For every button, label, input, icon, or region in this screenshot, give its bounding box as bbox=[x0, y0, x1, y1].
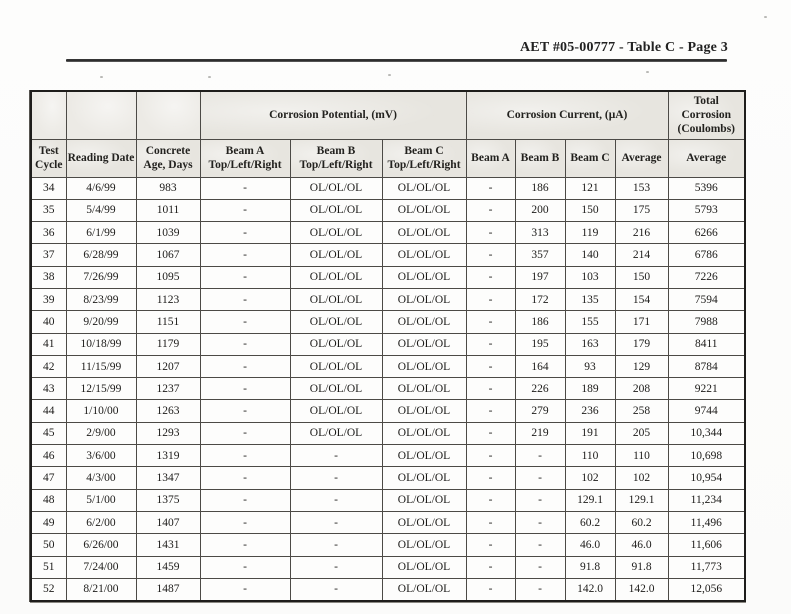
table-cell: 51 bbox=[31, 556, 66, 578]
table-cell: OL/OL/OL bbox=[382, 311, 466, 333]
table-cell: 6/26/00 bbox=[66, 534, 136, 556]
table-cell: - bbox=[200, 534, 290, 556]
column-header-concrete-age: Concrete Age, Days bbox=[136, 139, 200, 177]
table-cell: 1431 bbox=[136, 534, 200, 556]
table-cell: 1375 bbox=[136, 489, 200, 511]
table-cell: 5/1/00 bbox=[66, 489, 136, 511]
table-cell: OL/OL/OL bbox=[290, 422, 382, 444]
table-row bbox=[31, 244, 745, 266]
table-cell: OL/OL/OL bbox=[290, 266, 382, 288]
table-cell: - bbox=[466, 199, 515, 221]
column-header-total-average: Average bbox=[668, 139, 745, 177]
table-row bbox=[31, 288, 745, 310]
table-cell: - bbox=[290, 489, 382, 511]
table-row bbox=[31, 556, 745, 578]
table-cell: 1095 bbox=[136, 266, 200, 288]
table-cell: OL/OL/OL bbox=[382, 355, 466, 377]
table-cell: - bbox=[466, 355, 515, 377]
table-cell: 47 bbox=[31, 467, 66, 489]
table-cell: 135 bbox=[565, 288, 615, 310]
table-cell: 357 bbox=[515, 244, 565, 266]
table-cell: 1151 bbox=[136, 311, 200, 333]
table-cell: 9221 bbox=[668, 378, 745, 400]
table-cell: - bbox=[200, 177, 290, 199]
page-header-reference: AET #05-00777 - Table C - Page 3 bbox=[520, 40, 728, 55]
table-cell: 6786 bbox=[668, 244, 745, 266]
table-cell: - bbox=[466, 467, 515, 489]
table-cell: 46 bbox=[31, 445, 66, 467]
table-cell: 119 bbox=[565, 222, 615, 244]
table-group-header-row bbox=[31, 91, 745, 139]
table-cell: 208 bbox=[615, 378, 668, 400]
table-row bbox=[31, 355, 745, 377]
table-cell: 1039 bbox=[136, 222, 200, 244]
table-cell: 129 bbox=[615, 355, 668, 377]
table-cell: OL/OL/OL bbox=[382, 177, 466, 199]
table-cell: OL/OL/OL bbox=[382, 222, 466, 244]
table-cell: 60.2 bbox=[565, 511, 615, 533]
table-cell: 5793 bbox=[668, 199, 745, 221]
column-header-beam-b-current: Beam B bbox=[515, 139, 565, 177]
table-row bbox=[31, 511, 745, 533]
table-cell: 11,606 bbox=[668, 534, 745, 556]
column-header-reading-date: Reading Date bbox=[66, 139, 136, 177]
table-cell: OL/OL/OL bbox=[382, 244, 466, 266]
table-cell: 9/20/99 bbox=[66, 311, 136, 333]
table-cell: 1319 bbox=[136, 445, 200, 467]
table-cell: 150 bbox=[615, 266, 668, 288]
table-cell: 191 bbox=[565, 422, 615, 444]
table-cell: 6/1/99 bbox=[66, 222, 136, 244]
table-row bbox=[31, 467, 745, 489]
table-cell: - bbox=[200, 422, 290, 444]
table-cell: 195 bbox=[515, 333, 565, 355]
table-cell: 1123 bbox=[136, 288, 200, 310]
table-cell: 171 bbox=[615, 311, 668, 333]
table-cell: - bbox=[200, 489, 290, 511]
table-cell: - bbox=[290, 578, 382, 600]
table-cell: OL/OL/OL bbox=[290, 333, 382, 355]
table-cell: 5/4/99 bbox=[66, 199, 136, 221]
table-cell: 129.1 bbox=[615, 489, 668, 511]
table-cell: 150 bbox=[565, 199, 615, 221]
corrosion-data-table bbox=[30, 90, 746, 602]
table-cell: 186 bbox=[515, 177, 565, 199]
table-cell: 1459 bbox=[136, 556, 200, 578]
table-row bbox=[31, 400, 745, 422]
table-row bbox=[31, 578, 745, 600]
table-cell: OL/OL/OL bbox=[382, 266, 466, 288]
table-cell: 313 bbox=[515, 222, 565, 244]
table-cell: - bbox=[466, 511, 515, 533]
table-cell: - bbox=[466, 534, 515, 556]
table-row bbox=[31, 378, 745, 400]
table-cell: - bbox=[200, 355, 290, 377]
table-cell: OL/OL/OL bbox=[290, 222, 382, 244]
table-cell: - bbox=[200, 445, 290, 467]
table-cell: - bbox=[466, 556, 515, 578]
column-header-beam-c-current: Beam C bbox=[565, 139, 615, 177]
table-cell: 7226 bbox=[668, 266, 745, 288]
group-header-corrosion-current: Corrosion Current, (μA) bbox=[466, 91, 668, 139]
table-cell: - bbox=[466, 222, 515, 244]
table-cell: - bbox=[466, 288, 515, 310]
table-cell: 39 bbox=[31, 288, 66, 310]
table-cell: 200 bbox=[515, 199, 565, 221]
table-cell: 110 bbox=[615, 445, 668, 467]
table-cell: 197 bbox=[515, 266, 565, 288]
table-cell: 142.0 bbox=[565, 578, 615, 600]
table-cell: 214 bbox=[615, 244, 668, 266]
table-cell: 7/26/99 bbox=[66, 266, 136, 288]
table-cell: - bbox=[200, 311, 290, 333]
table-cell: 189 bbox=[565, 378, 615, 400]
table-cell: - bbox=[466, 177, 515, 199]
table-cell: - bbox=[200, 266, 290, 288]
table-row bbox=[31, 311, 745, 333]
header-blank-cell bbox=[136, 91, 200, 139]
table-cell: 11/15/99 bbox=[66, 355, 136, 377]
table-cell: 52 bbox=[31, 578, 66, 600]
table-cell: 6/28/99 bbox=[66, 244, 136, 266]
table-cell: 164 bbox=[515, 355, 565, 377]
table-cell: OL/OL/OL bbox=[382, 445, 466, 467]
table-cell: - bbox=[200, 511, 290, 533]
table-cell: 1263 bbox=[136, 400, 200, 422]
table-cell: 41 bbox=[31, 333, 66, 355]
table-cell: 11,234 bbox=[668, 489, 745, 511]
table-cell: 175 bbox=[615, 199, 668, 221]
table-cell: 142.0 bbox=[615, 578, 668, 600]
table-cell: 44 bbox=[31, 400, 66, 422]
table-cell: 102 bbox=[565, 467, 615, 489]
table-cell: - bbox=[200, 556, 290, 578]
table-cell: 258 bbox=[615, 400, 668, 422]
table-cell: 42 bbox=[31, 355, 66, 377]
table-cell: - bbox=[290, 445, 382, 467]
table-cell: 8411 bbox=[668, 333, 745, 355]
table-cell: 103 bbox=[565, 266, 615, 288]
table-cell: - bbox=[515, 467, 565, 489]
table-cell: - bbox=[290, 467, 382, 489]
table-row bbox=[31, 534, 745, 556]
table-cell: 129.1 bbox=[565, 489, 615, 511]
table-row bbox=[31, 177, 745, 199]
table-cell: - bbox=[290, 534, 382, 556]
column-header-beam-a-potential: Beam A Top/Left/Right bbox=[200, 139, 290, 177]
table-cell: OL/OL/OL bbox=[290, 177, 382, 199]
table-cell: 49 bbox=[31, 511, 66, 533]
table-cell: - bbox=[515, 511, 565, 533]
table-cell: 983 bbox=[136, 177, 200, 199]
table-cell: - bbox=[466, 378, 515, 400]
table-cell: OL/OL/OL bbox=[382, 288, 466, 310]
table-cell: 186 bbox=[515, 311, 565, 333]
table-cell: 1179 bbox=[136, 333, 200, 355]
table-cell: 9744 bbox=[668, 400, 745, 422]
table-cell: - bbox=[200, 333, 290, 355]
table-cell: OL/OL/OL bbox=[290, 355, 382, 377]
header-blank-cell bbox=[31, 91, 66, 139]
table-cell: 5396 bbox=[668, 177, 745, 199]
column-header-current-average: Average bbox=[615, 139, 668, 177]
table-cell: OL/OL/OL bbox=[382, 534, 466, 556]
table-cell: 140 bbox=[565, 244, 615, 266]
table-cell: 46.0 bbox=[615, 534, 668, 556]
table-cell: 1347 bbox=[136, 467, 200, 489]
table-cell: 279 bbox=[515, 400, 565, 422]
table-row bbox=[31, 445, 745, 467]
header-underline-rule bbox=[66, 59, 727, 62]
table-cell: 38 bbox=[31, 266, 66, 288]
table-cell: 153 bbox=[615, 177, 668, 199]
table-cell: - bbox=[515, 534, 565, 556]
table-header bbox=[31, 91, 745, 177]
table-cell: OL/OL/OL bbox=[382, 400, 466, 422]
table-cell: 10,954 bbox=[668, 467, 745, 489]
scan-speck bbox=[764, 16, 767, 18]
table-cell: OL/OL/OL bbox=[382, 511, 466, 533]
column-header-beam-c-potential: Beam C Top/Left/Right bbox=[382, 139, 466, 177]
table-cell: OL/OL/OL bbox=[382, 199, 466, 221]
table-cell: 179 bbox=[615, 333, 668, 355]
table-row bbox=[31, 222, 745, 244]
scan-speck bbox=[646, 71, 649, 73]
table-cell: 1237 bbox=[136, 378, 200, 400]
table-cell: 37 bbox=[31, 244, 66, 266]
table-cell: 102 bbox=[615, 467, 668, 489]
table-cell: - bbox=[200, 400, 290, 422]
table-cell: 6/2/00 bbox=[66, 511, 136, 533]
table-row bbox=[31, 199, 745, 221]
scan-speck bbox=[388, 74, 391, 76]
table-cell: 8/23/99 bbox=[66, 288, 136, 310]
table-cell: 1011 bbox=[136, 199, 200, 221]
table-cell: 1487 bbox=[136, 578, 200, 600]
scan-speck bbox=[100, 76, 103, 78]
table-cell: 3/6/00 bbox=[66, 445, 136, 467]
table-cell: OL/OL/OL bbox=[382, 467, 466, 489]
table-cell: OL/OL/OL bbox=[382, 489, 466, 511]
table-cell: - bbox=[290, 556, 382, 578]
table-row bbox=[31, 333, 745, 355]
table-cell: 236 bbox=[565, 400, 615, 422]
table-column-header-row bbox=[31, 139, 745, 177]
table-body bbox=[31, 177, 745, 601]
table-cell: - bbox=[466, 578, 515, 600]
table-cell: 6266 bbox=[668, 222, 745, 244]
table-cell: - bbox=[200, 222, 290, 244]
table-cell: 12,056 bbox=[668, 578, 745, 600]
table-cell: - bbox=[200, 467, 290, 489]
table-cell: 1407 bbox=[136, 511, 200, 533]
table-cell: OL/OL/OL bbox=[290, 378, 382, 400]
table-cell: 93 bbox=[565, 355, 615, 377]
table-cell: 91.8 bbox=[615, 556, 668, 578]
table-cell: OL/OL/OL bbox=[382, 422, 466, 444]
table-cell: - bbox=[200, 378, 290, 400]
table-cell: 60.2 bbox=[615, 511, 668, 533]
table-cell: - bbox=[200, 288, 290, 310]
table-cell: 35 bbox=[31, 199, 66, 221]
scan-speck bbox=[208, 76, 211, 78]
table-cell: 8/21/00 bbox=[66, 578, 136, 600]
table-cell: 7988 bbox=[668, 311, 745, 333]
table-cell: 48 bbox=[31, 489, 66, 511]
table-cell: OL/OL/OL bbox=[290, 244, 382, 266]
table-cell: 1/10/00 bbox=[66, 400, 136, 422]
column-header-beam-b-potential: Beam B Top/Left/Right bbox=[290, 139, 382, 177]
table-cell: OL/OL/OL bbox=[382, 333, 466, 355]
table-cell: - bbox=[515, 556, 565, 578]
table-cell: - bbox=[200, 578, 290, 600]
table-cell: 163 bbox=[565, 333, 615, 355]
table-cell: 8784 bbox=[668, 355, 745, 377]
table-cell: 11,496 bbox=[668, 511, 745, 533]
table-cell: 11,773 bbox=[668, 556, 745, 578]
table-cell: 1067 bbox=[136, 244, 200, 266]
table-cell: 45 bbox=[31, 422, 66, 444]
table-cell: 43 bbox=[31, 378, 66, 400]
group-header-total-corrosion: Total Corrosion (Coulombs) bbox=[668, 91, 745, 139]
table-cell: 10,698 bbox=[668, 445, 745, 467]
table-cell: 205 bbox=[615, 422, 668, 444]
table-cell: 219 bbox=[515, 422, 565, 444]
table-cell: - bbox=[290, 511, 382, 533]
table-cell: - bbox=[515, 489, 565, 511]
table-cell: OL/OL/OL bbox=[382, 578, 466, 600]
table-cell: 4/3/00 bbox=[66, 467, 136, 489]
column-header-test-cycle: Test Cycle bbox=[31, 139, 66, 177]
table-cell: 7/24/00 bbox=[66, 556, 136, 578]
table-cell: OL/OL/OL bbox=[290, 288, 382, 310]
table-cell: - bbox=[466, 333, 515, 355]
table-cell: 12/15/99 bbox=[66, 378, 136, 400]
table-cell: - bbox=[515, 445, 565, 467]
table-cell: 154 bbox=[615, 288, 668, 310]
table-cell: 10,344 bbox=[668, 422, 745, 444]
column-header-beam-a-current: Beam A bbox=[466, 139, 515, 177]
table-cell: 4/6/99 bbox=[66, 177, 136, 199]
table-cell: - bbox=[466, 400, 515, 422]
table-cell: 155 bbox=[565, 311, 615, 333]
table-cell: - bbox=[466, 489, 515, 511]
table-cell: 2/9/00 bbox=[66, 422, 136, 444]
table-cell: - bbox=[200, 244, 290, 266]
table-cell: 91.8 bbox=[565, 556, 615, 578]
table-cell: - bbox=[466, 422, 515, 444]
table-cell: - bbox=[466, 445, 515, 467]
table-cell: 1293 bbox=[136, 422, 200, 444]
table-cell: - bbox=[466, 311, 515, 333]
table-row bbox=[31, 266, 745, 288]
table-cell: - bbox=[200, 199, 290, 221]
table-cell: 121 bbox=[565, 177, 615, 199]
header-blank-cell bbox=[66, 91, 136, 139]
table-cell: 216 bbox=[615, 222, 668, 244]
table-row bbox=[31, 422, 745, 444]
group-header-corrosion-potential: Corrosion Potential, (mV) bbox=[200, 91, 466, 139]
table-cell: 40 bbox=[31, 311, 66, 333]
table-cell: OL/OL/OL bbox=[382, 378, 466, 400]
table-cell: 1207 bbox=[136, 355, 200, 377]
table-cell: - bbox=[466, 266, 515, 288]
table-cell: OL/OL/OL bbox=[290, 199, 382, 221]
table-cell: 10/18/99 bbox=[66, 333, 136, 355]
table-cell: 110 bbox=[565, 445, 615, 467]
table-cell: 36 bbox=[31, 222, 66, 244]
table-cell: 46.0 bbox=[565, 534, 615, 556]
table-cell: 50 bbox=[31, 534, 66, 556]
table-cell: OL/OL/OL bbox=[382, 556, 466, 578]
table-row bbox=[31, 489, 745, 511]
table-cell: OL/OL/OL bbox=[290, 400, 382, 422]
table-cell: 172 bbox=[515, 288, 565, 310]
table-cell: 34 bbox=[31, 177, 66, 199]
table-cell: OL/OL/OL bbox=[290, 311, 382, 333]
table-cell: - bbox=[515, 578, 565, 600]
table-cell: 226 bbox=[515, 378, 565, 400]
table-cell: - bbox=[466, 244, 515, 266]
table-cell: 7594 bbox=[668, 288, 745, 310]
